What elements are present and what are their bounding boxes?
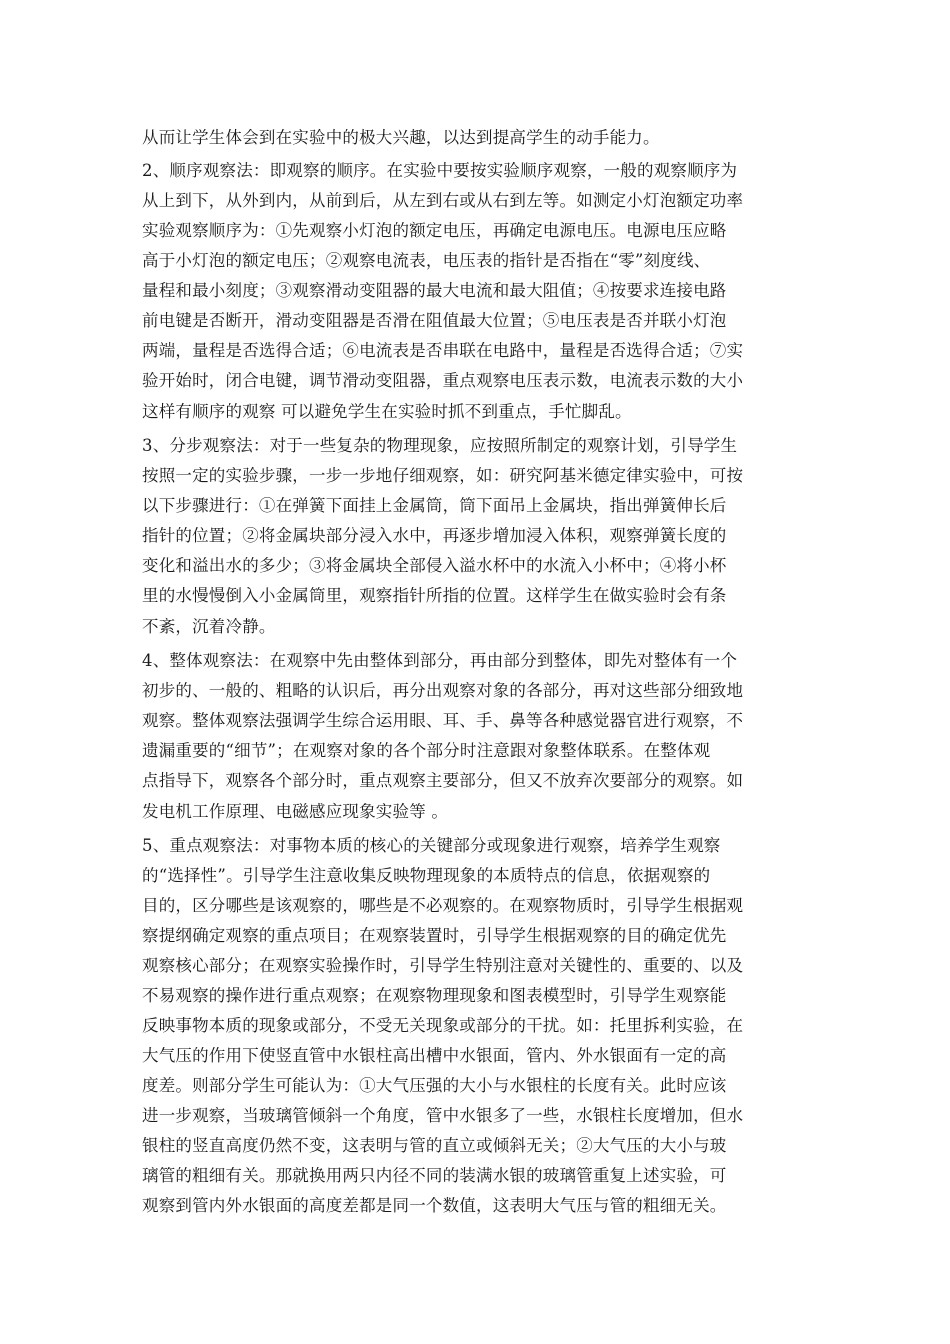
text-line: 变化和溢出水的多少；③将金属块全部侵入溢水杯中的水流入小杯中；④将小杯 xyxy=(142,556,727,575)
text-line: 察提纲确定观察的重点项目；在观察装置时，引导学生根据观察的目的确定优先 xyxy=(142,926,727,945)
text-line: 不紊，沉着冷静。 xyxy=(142,617,276,636)
text-line: 遗漏重要的“细节”；在观察对象的各个部分时注意跟对象整体联系。在整体观 xyxy=(142,741,711,760)
text-line: 观察到管内外水银面的高度差都是同一个数值，这表明大气压与管的粗细无关。 xyxy=(142,1196,727,1215)
text-line: 4、整体观察法：在观察中先由整体到部分，再由部分到整体，即先对整体有一个 xyxy=(142,651,738,670)
text-line: 进一步观察，当玻璃管倾斜一个角度，管中水银多了一些，水银柱长度增加，但水 xyxy=(142,1106,744,1125)
text-line: 从而让学生体会到在实验中的极大兴趣，以达到提高学生的动手能力。 xyxy=(142,128,660,147)
text-line: 的“选择性”。引导学生注意收集反映物理现象的本质特点的信息，依据观察的 xyxy=(142,866,711,885)
text-line: 指针的位置；②将金属块部分浸入水中，再逐步增加浸入体积，观察弹簧长度的 xyxy=(142,526,727,545)
text-line: 验开始时，闭合电键，调节滑动变阻器，重点观察电压表示数，电流表示数的大小 xyxy=(142,371,744,390)
text-line: 观察核心部分；在观察实验操作时，引导学生特别注意对关键性的、重要的、以及 xyxy=(142,956,744,975)
text-line: 量程和最小刻度；③观察滑动变阻器的最大电流和最大阻值；④按要求连接电路 xyxy=(142,281,727,300)
text-line: 初步的、一般的、粗略的认识后，再分出观察对象的各部分，再对这些部分细致地 xyxy=(142,681,744,700)
text-line: 璃管的粗细有关。那就换用两只内径不同的装满水银的玻璃管重复上述实验，可 xyxy=(142,1166,727,1185)
text-line: 反映事物本质的现象或部分，不受无关现象或部分的干扰。如：托里拆利实验，在 xyxy=(142,1016,744,1035)
text-line: 度差。则部分学生可能认为：①大气压强的大小与水银柱的长度有关。此时应该 xyxy=(142,1076,727,1095)
text-line: 这样有顺序的观察 可以避免学生在实验时抓不到重点，手忙脚乱。 xyxy=(142,402,632,421)
text-line: 高于小灯泡的额定电压；②观察电流表，电压表的指针是否指在“零”刻度线、 xyxy=(142,251,711,270)
text-line: 不易观察的操作进行重点观察；在观察物理现象和图表模型时，引导学生观察能 xyxy=(142,986,727,1005)
text-line: 2、顺序观察法：即观察的顺序。在实验中要按实验顺序观察，一般的观察顺序为 xyxy=(142,161,738,180)
text-line: 实验观察顺序为：①先观察小灯泡的额定电压，再确定电源电压。电源电压应略 xyxy=(142,221,727,240)
text-line: 发电机工作原理、电磁感应现象实验等 。 xyxy=(142,802,449,821)
text-line: 3、分步观察法：对于一些复杂的物理现象，应按照所制定的观察计划，引导学生 xyxy=(142,436,738,455)
text-line: 银柱的竖直高度仍然不变，这表明与管的直立或倾斜无关；②大气压的大小与玻 xyxy=(142,1136,727,1155)
text-line: 两端，量程是否选得合适；⑥电流表是否串联在电路中，量程是否选得合适；⑦实 xyxy=(142,341,744,360)
text-line: 目的，区分哪些是该观察的，哪些是不必观察的。在观察物质时，引导学生根据观 xyxy=(142,896,744,915)
text-line: 从上到下，从外到内，从前到后，从左到右或从右到左等。如测定小灯泡额定功率 xyxy=(142,191,744,210)
text-line: 5、重点观察法：对事物本质的核心的关键部分或现象进行观察，培养学生观察 xyxy=(142,836,721,855)
text-line: 前电键是否断开，滑动变阻器是否滑在阻值最大位置；⑤电压表是否并联小灯泡 xyxy=(142,311,727,330)
text-line: 大气压的作用下使竖直管中水银柱高出槽中水银面，管内、外水银面有一定的高 xyxy=(142,1046,727,1065)
text-line: 里的水慢慢倒入小金属筒里，观察指针所指的位置。这样学生在做实验时会有条 xyxy=(142,586,727,605)
text-line: 按照一定的实验步骤，一步一步地仔细观察，如：研究阿基米德定律实验中，可按 xyxy=(142,466,744,485)
text-line: 点指导下，观察各个部分时，重点观察主要部分，但又不放弃次要部分的观察。如 xyxy=(142,771,744,790)
text-line: 以下步骤进行：①在弹簧下面挂上金属筒，筒下面吊上金属块，指出弹簧伸长后 xyxy=(142,496,727,515)
text-line: 观察。整体观察法强调学生综合运用眼、耳、手、鼻等各种感觉器官进行观察，不 xyxy=(142,711,744,730)
